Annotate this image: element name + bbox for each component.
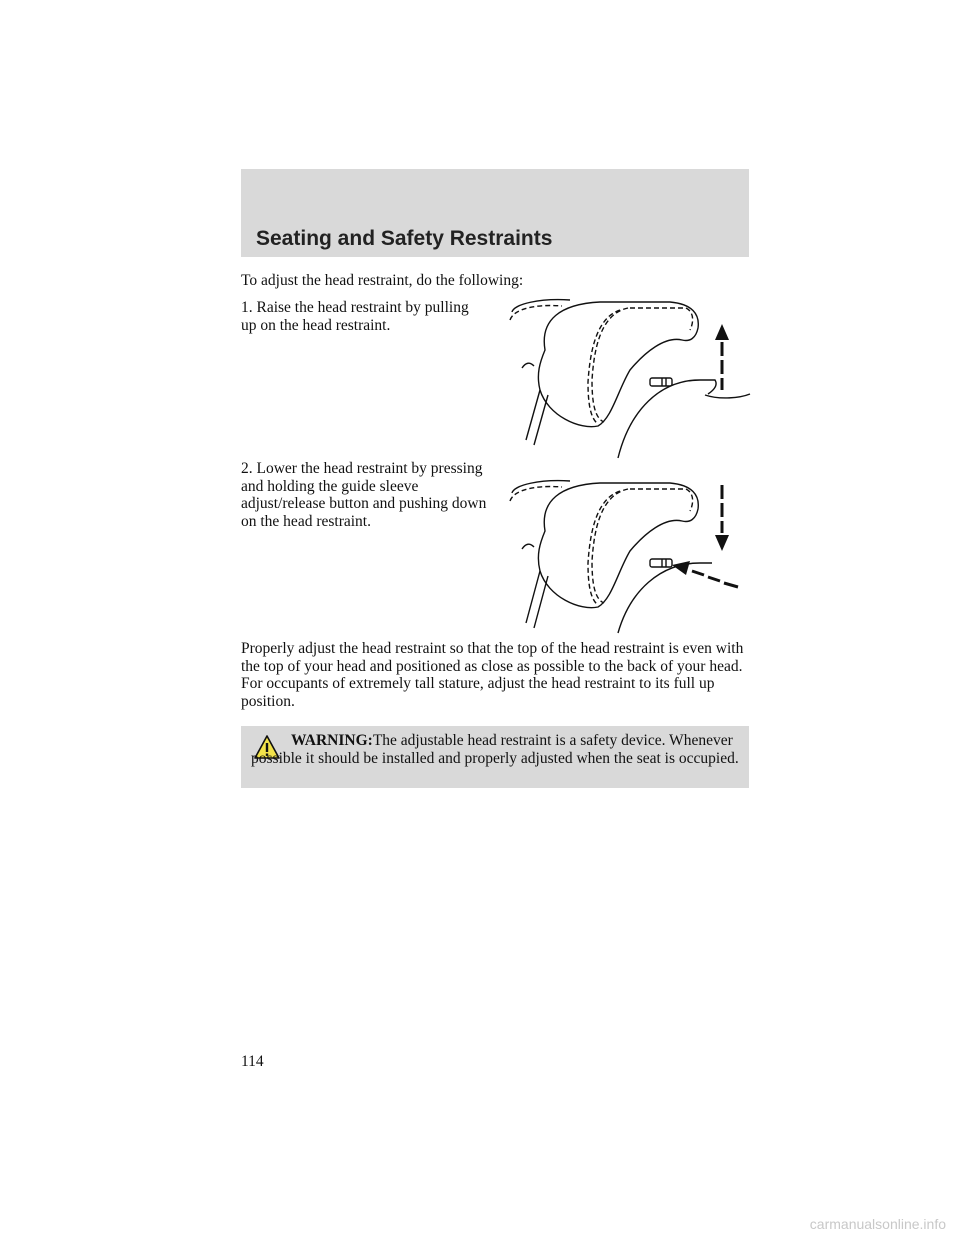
warning-paragraph	[241, 732, 741, 767]
section-header	[241, 169, 749, 257]
pointer-arrow-icon	[672, 561, 738, 587]
step-2-text: 2. Lower the head restraint by pressing and holding the guide sleeve adjust/release button and pushing down on the head restraint.	[241, 460, 487, 530]
warning-label: WARNING:	[291, 732, 373, 749]
head-restraint-raise-illustration	[500, 290, 760, 460]
warning-box	[241, 726, 749, 788]
arrow-down-icon	[715, 485, 729, 551]
section-title: Seating and Safety Restraints	[256, 227, 553, 250]
adjustment-paragraph: Properly adjust the head restraint so that the top of the head restraint is even with the top of your head and positioned as close as possible to the back of your head. For occupants of extremely tall stature, adjust the head restraint to its full up position.	[241, 640, 744, 710]
head-restraint-lower-illustration	[500, 465, 760, 640]
warning-message: The adjustable head restraint is a safety device. Whenever possible it should be installed and properly adjusted when the seat is occupied.	[251, 732, 739, 767]
step-1-text: 1. Raise the head restraint by pulling up on the head restraint.	[241, 299, 469, 334]
intro-text: To adjust the head restraint, do the following:	[241, 272, 524, 289]
watermark: carmanualsonline.info	[809, 1216, 946, 1232]
page-number: 114	[241, 1053, 264, 1070]
arrow-up-icon	[715, 324, 729, 390]
